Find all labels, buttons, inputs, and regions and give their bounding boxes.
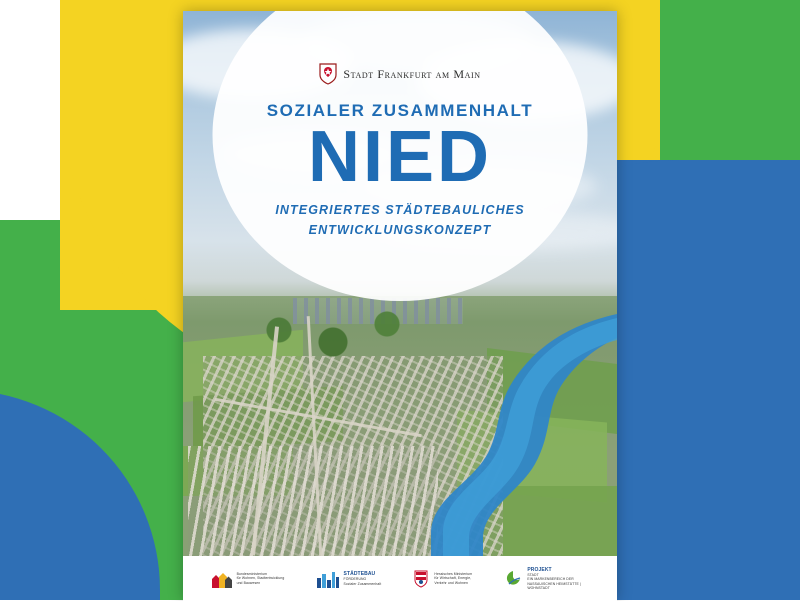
staedtebau-line-1: STÄDTEBAU xyxy=(343,571,376,578)
hessen-lion-icon xyxy=(412,569,430,589)
hessen-line-3: Verkehr und Wohnen xyxy=(434,580,468,585)
cover-headline: NIED xyxy=(307,117,493,197)
cover-photo xyxy=(183,11,617,556)
cover-kicker: SOZIALER ZUSAMMENHALT xyxy=(266,101,534,120)
staedtebaufoerderung-logo xyxy=(316,569,382,589)
cover-title-block xyxy=(183,63,617,240)
staedtebau-line-2: FÖRDERUNG xyxy=(343,577,367,582)
hessen-logo-text xyxy=(434,572,472,585)
bmwsb-line-3: und Bauwesen xyxy=(236,580,261,585)
hessen-line-1: Hessisches Ministerium xyxy=(434,572,473,577)
cover-subtitle xyxy=(183,201,617,240)
bmwsb-logo xyxy=(211,569,285,589)
projektstadt-line-2: STADT xyxy=(527,573,539,578)
cover-subtitle-line-2: ENTWICKLUNGSKONZEPT xyxy=(308,222,492,237)
frankfurt-coat-of-arms-icon xyxy=(319,63,337,85)
bmwsb-line-2: für Wohnen, Stadtentwicklung xyxy=(236,576,285,581)
river-main xyxy=(183,296,617,556)
staedtebau-line-3: Sozialer Zusammenhalt xyxy=(343,581,382,586)
leaf-swirl-icon xyxy=(503,569,523,589)
hessen-line-2: für Wirtschaft, Energie, xyxy=(434,576,472,581)
staedtebaufoerderung-logo-text xyxy=(344,571,382,586)
bmwsb-line-1: Bundesministerium xyxy=(236,572,268,577)
sponsor-logo-strip xyxy=(183,556,617,601)
hessen-logo xyxy=(412,569,472,589)
city-crest-row xyxy=(183,63,617,85)
city-skyline-icon xyxy=(316,569,340,589)
bmwsb-logo-text xyxy=(237,572,285,585)
houses-icon xyxy=(211,569,233,589)
cover-subtitle-line-1: INTEGRIERTES STÄDTEBAULICHES xyxy=(275,203,525,218)
document-cover xyxy=(183,11,617,601)
projektstadt-logo-text xyxy=(527,567,589,590)
city-crest-caption: Stadt Frankfurt am Main xyxy=(343,66,481,81)
projektstadt-logo xyxy=(503,567,589,590)
projektstadt-line-1: PROJEKT xyxy=(527,566,552,573)
projektstadt-line-3: EIN MARKENBEREICH DER NASSAUISCHEN HEIMSTÄTTE | WOHNSTADT xyxy=(527,577,581,590)
aerial-city-view xyxy=(183,296,617,556)
